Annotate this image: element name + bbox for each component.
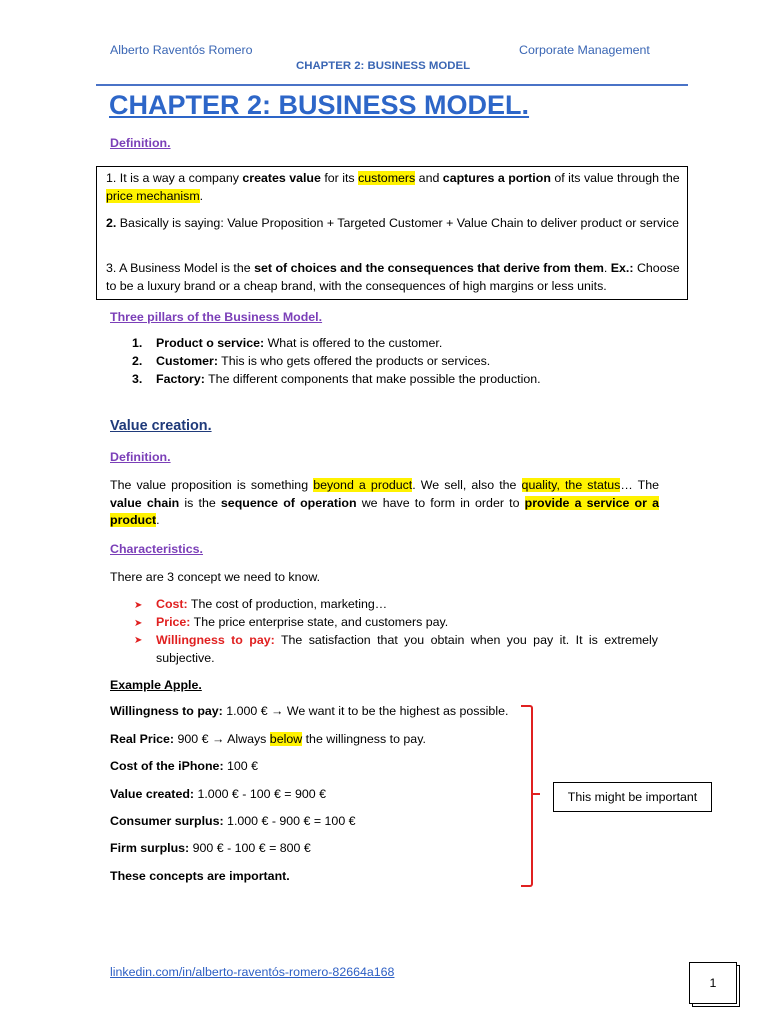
example-line: Cost of the iPhone: 100 €	[110, 759, 259, 773]
example-line: Willingness to pay: 1.000 € → We want it to be the highest as possible.	[110, 704, 509, 718]
definition-heading: Definition.	[110, 136, 171, 150]
header-rule	[96, 84, 688, 86]
red-bracket	[521, 705, 533, 887]
bullet-item: ➤ Willingness to pay: The satisfaction that you obtain when you pay it. It is extremely subjective.	[134, 633, 658, 665]
example-line: Value created: 1.000 € - 100 € = 900 €	[110, 787, 326, 801]
example-line: Firm surplus: 900 € - 100 € = 800 €	[110, 841, 311, 855]
example-line: These concepts are important.	[110, 869, 290, 883]
note-box: This might be important	[553, 782, 712, 812]
definition-box	[96, 166, 688, 300]
header-course: Corporate Management	[519, 43, 650, 57]
header-author: Alberto Raventós Romero	[110, 43, 253, 57]
definition-point-1: 1. It is a way a company creates value for its customers and captures a portion of its value through the price mechanism.	[106, 171, 680, 203]
example-line: Consumer surplus: 1.000 € - 900 € = 100 €	[110, 814, 356, 828]
red-bracket-tick	[531, 793, 540, 795]
example-line: Real Price: 900 € → Always below the willingness to pay.	[110, 732, 426, 746]
bullet-item: ➤ Cost: The cost of production, marketing…	[134, 596, 387, 615]
arrow-bullet-icon: ➤	[134, 635, 143, 646]
characteristics-heading: Characteristics.	[110, 542, 203, 556]
example-heading: Example Apple.	[110, 678, 202, 692]
pillar-item: 2. Customer: This is who gets offered the products or services.	[132, 354, 491, 368]
value-definition-heading: Definition.	[110, 450, 171, 464]
pillar-item: 3. Factory: The different components that make possible the production.	[132, 372, 541, 386]
arrow-bullet-icon: ➤	[134, 618, 143, 629]
bullet-item: ➤ Price: The price enterprise state, and customers pay.	[134, 614, 448, 633]
definition-point-2: 2. Basically is saying: Value Proposition + Targeted Customer + Value Chain to deliver product or service	[106, 216, 680, 230]
value-definition-paragraph: The value proposition is something beyond a product. We sell, also the quality, the status… The value chain is the sequence of operation we have to form in order to provide a service or a product.	[110, 478, 659, 528]
header-chapter: CHAPTER 2: BUSINESS MODEL	[296, 60, 471, 72]
pillars-heading: Three pillars of the Business Model.	[110, 310, 323, 324]
page-number: 1	[689, 962, 737, 1004]
page-title: CHAPTER 2: BUSINESS MODEL.	[109, 90, 530, 120]
definition-point-3: 3. A Business Model is the set of choices and the consequences that derive from them. Ex.: Choose to be a luxury brand or a cheap brand, with the consequences of high margins or less units.	[106, 261, 680, 293]
characteristics-intro: There are 3 concept we need to know.	[110, 570, 321, 584]
arrow-bullet-icon: ➤	[134, 600, 143, 611]
footer-link[interactable]: linkedin.com/in/alberto-raventós-romero-82664a168	[110, 965, 395, 979]
value-creation-heading: Value creation.	[110, 418, 212, 434]
pillar-item: 1. Product o service: What is offered to the customer.	[132, 336, 443, 350]
